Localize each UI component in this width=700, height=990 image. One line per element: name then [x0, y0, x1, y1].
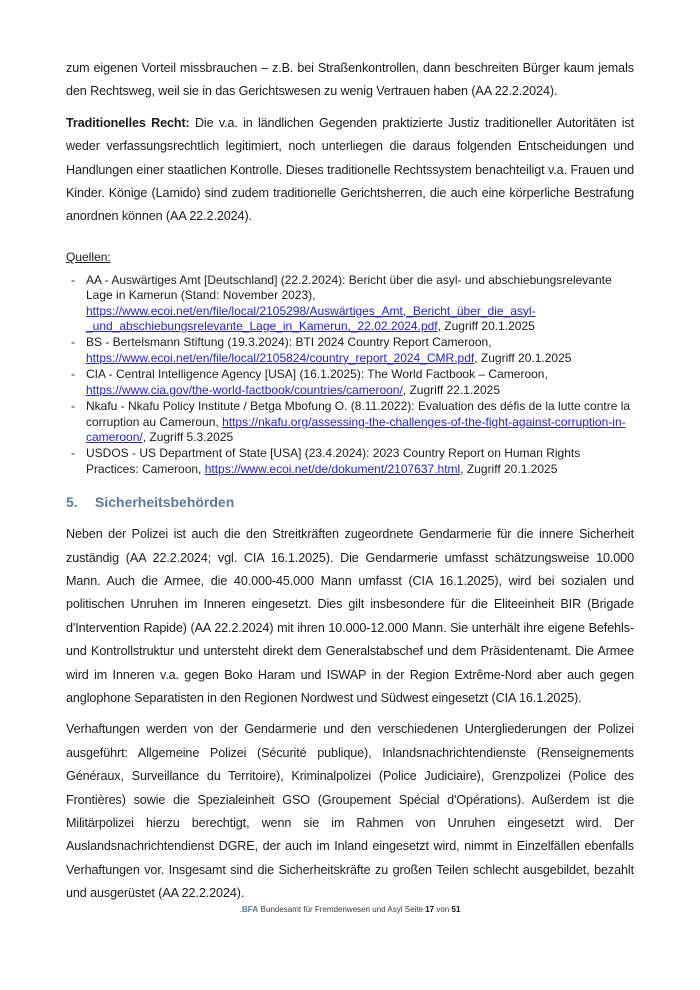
source-link[interactable]: https://www.ecoi.net/en/file/local/2105298/Auswärtiges_Amt,_Bericht_über_die_asyl-_und_abschiebungsrelevante_Lage_in_Kamerun,_22.02.2024.pdf: [86, 303, 536, 334]
section-title: Sicherheitsbehörden: [95, 494, 235, 511]
source-link[interactable]: https://nkafu.org/assessing-the-challenges-of-the-fight-against-corruption-in-cameroon/: [86, 414, 626, 444]
source-item: - BS - Bertelsmann Stiftung (19.3.2024): BTI 2024 Country Report Cameroon, https://www.ecoi.net/en/file/local/2105824/country_report_2024_CMR.pdf, Zugriff 20.1.2025: [66, 335, 634, 366]
bfa-logo-dot: .: [239, 905, 242, 914]
footer-page-label: Seite: [404, 905, 423, 914]
paragraph-rechtsweg: zum eigenen Vorteil missbrauchen – z.B. bei Straßenkontrollen, dann beschreiten Bürger kaum jemals den Rechtsweg, weil sie in das Gerichtswesen zu wenig Vertrauen haben (AA 22.2.2024).: [66, 61, 634, 99]
source-item: - USDOS - US Department of State [USA] (23.4.2024): 2023 Country Report on Human Rights Practices: Cameroon, https://www.ecoi.net/de/dokument/2107637.html, Zugriff 20.1.2025: [66, 446, 634, 477]
source-link[interactable]: https://www.ecoi.net/en/file/local/2105824/country_report_2024_CMR.pdf: [86, 350, 475, 365]
source-item: - AA - Auswärtiges Amt [Deutschland] (22.2.2024): Bericht über die asyl- und abschiebungsrelevante Lage in Kamerun (Stand: November 2023), https://www.ecoi.net/en/file/local/2105298/Auswärtiges_Amt,_Bericht_über_die_asyl-_und_abschiebungsrelevante_Lage_in_Kamerun,_22.02.2024.pdf, Zugriff 20.1.2025: [66, 273, 634, 335]
source-item: - Nkafu - Nkafu Policy Institute / Betga Mbofung O. (8.11.2022): Evaluation des défis de la lutte contre la corruption au Cameroun, https://nkafu.org/assessing-the-challenges-of-the-fight-against-corruption-in-cameroon/, Zugriff 5.3.2025: [66, 399, 634, 445]
bfa-logo: BFA: [241, 905, 259, 914]
section-heading-sicherheitsbehoerden: [66, 494, 634, 510]
sources-list: [66, 273, 634, 477]
paragraph-traditionelles-recht: [66, 112, 634, 229]
source-item: - CIA - Central Intelligence Agency [USA] (16.1.2025): The World Factbook – Cameroon, https://www.cia.gov/the-world-factbook/countries/cameroon/, Zugriff 22.1.2025: [66, 367, 634, 398]
paragraph-gendarmerie: Neben der Polizei ist auch die den Streitkräften zugeordnete Gendarmerie für die innere Sicherheit zuständig (AA 22.2.2024; vgl. CIA 16.1.2025). Die Gendarmerie umfasst schätzungsweise 10.000 Mann. Auch die Armee, die 40.000-45.000 Mann umfasst (CIA 16.1.2025), wird bei sozialen und politischen Unruhen im Inneren eingesetzt. Dies gilt insbesondere für die Eliteeinheit BIR (Brigade d'Intervention Rapide) (AA 22.2.2024) mit ihren 10.000-12.000 Mann. Sie unterhält ihre eigene Befehls- und Kontrollstruktur und untersteht direkt dem Generalstabschef und dem Präsidentenamt. Die Armee wird im Inneren v.a. gegen Boko Haram und ISWAP in der Region Extrême-Nord aber auch gegen anglophone Separatisten in den Regionen Nordwest und Südwest eingesetzt (CIA 16.1.2025).: [66, 527, 634, 705]
paragraph-verhaftungen: Verhaftungen werden von der Gendarmerie und den verschiedenen Untergliederungen der Polizei ausgeführt: Allgemeine Polizei (Sécurité publique), Inlandsnachrichtendienste (Renseignements Généraux, Surveillance du Territoire), Kriminalpolizei (Police Judiciaire), Grenzpolizei (Police des Frontières) sowie die Spezialeinheit GSO (Groupement Spécial d'Opérations). Außerdem ist die Militärpolizei hierzu berechtigt, wenn sie im Rahmen von Unruhen eingesetzt wird. Der Auslandsnachrichtendienst DGRE, der auch im Inland eingesetzt wird, nimmt in Einzelfällen ebenfalls Verhaftungen vor. Insgesamt sind die Sicherheitskräfte zu großen Teilen schlecht ausgebildet, bezahlt und ausgerüstet (AA 22.2.2024).: [66, 722, 634, 901]
paragraph-lead-bold: Traditionelles Recht:: [66, 115, 190, 130]
footer-page-number: 17: [425, 905, 435, 914]
sources-heading: Quellen:: [66, 249, 111, 264]
section-number: 5.: [66, 494, 78, 511]
source-link[interactable]: https://www.ecoi.net/de/dokument/2107637.html: [204, 461, 461, 476]
paragraph-lead-rest: Die v.a. in ländlichen Gegenden praktizierte Justiz traditioneller Autoritäten ist weder verfassungsrechtlich legitimiert, noch unterliegen die daraus folgenden Entscheidungen und Handlungen einer staatlichen Kontrolle. Dieses traditionelle Rechtssystem benachteiligt v.a. Frauen und Kinder. Könige (Lamido) sind zudem traditionelle Gerichtsherren, die auch eine körperliche Bestrafung anordnen können (AA 22.2.2024).: [66, 115, 635, 224]
footer-total-pages: 51: [451, 905, 461, 914]
footer-office-name: Bundesamt für Fremdenwesen und Asyl: [260, 905, 403, 914]
source-link[interactable]: https://www.cia.gov/the-world-factbook/countries/cameroon/: [86, 382, 403, 397]
footer-of-label: von: [436, 905, 450, 914]
page-footer: [0, 905, 700, 914]
